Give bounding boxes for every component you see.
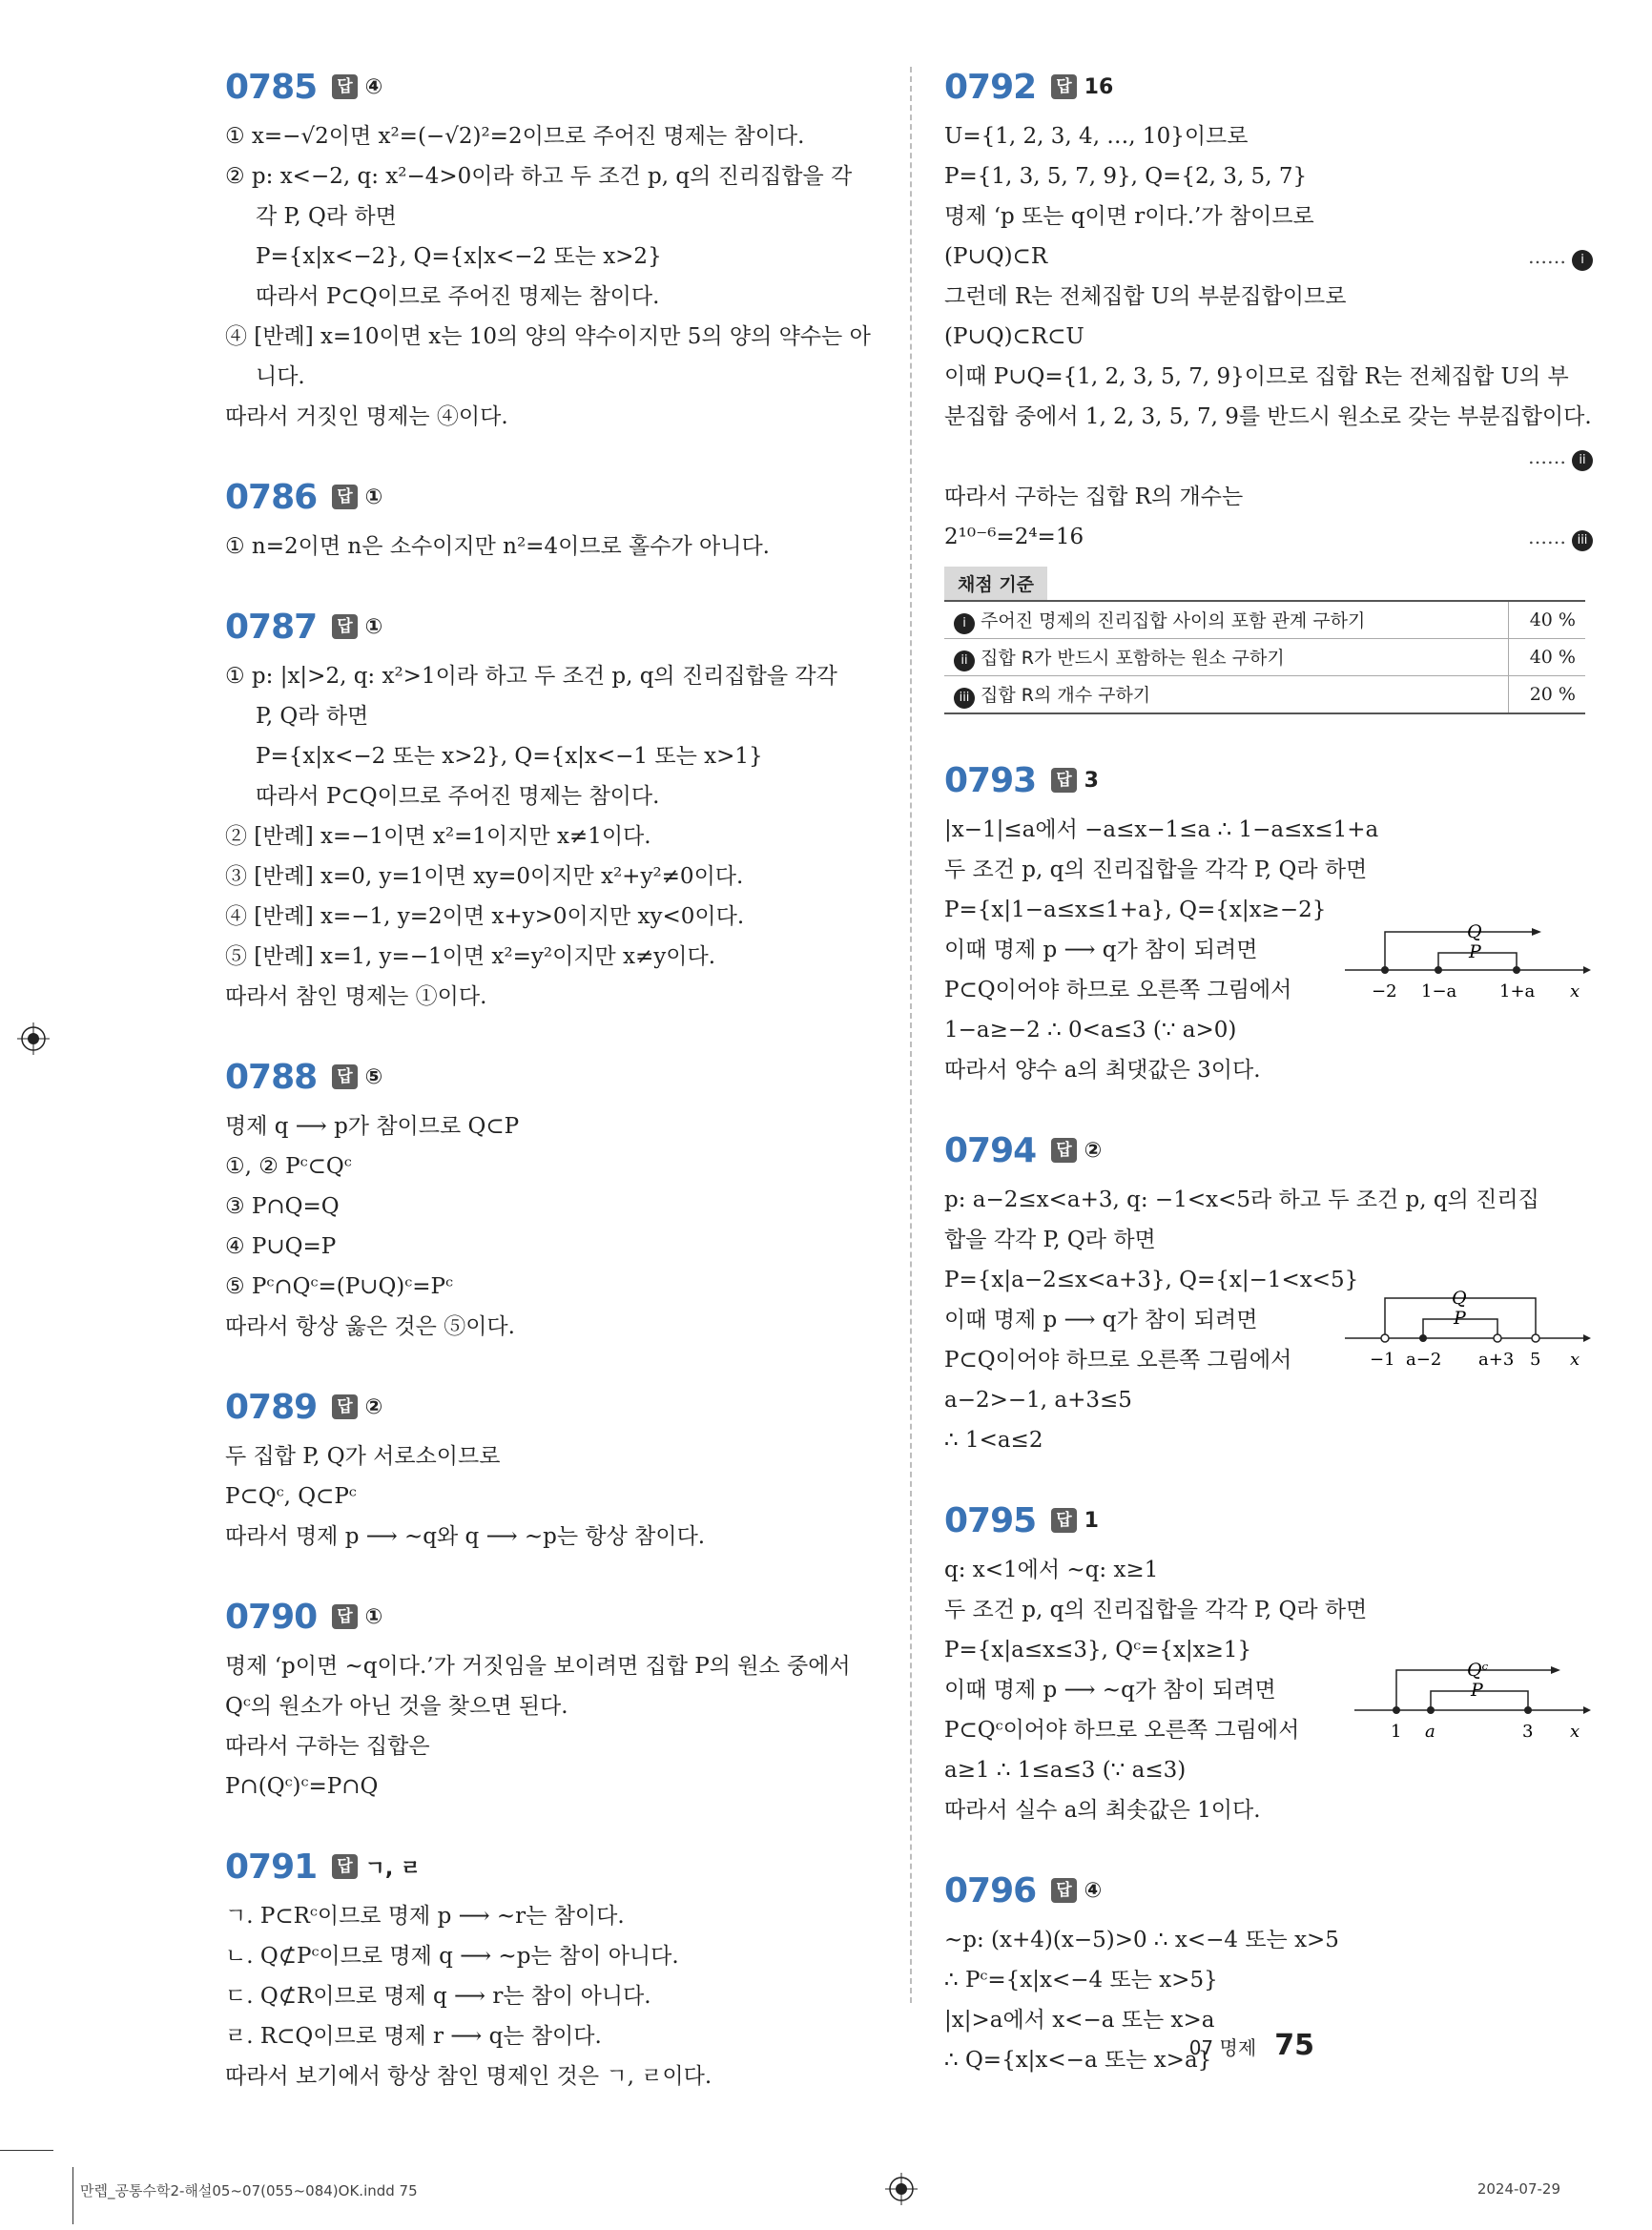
problem-0792 [944,65,1593,714]
solution-line: P={x|1−a≤x≤1+a}, Q={x|x≥−2} [944,898,1327,922]
solution-line: 따라서 항상 옳은 것은 ⑤이다. [225,1314,515,1339]
solution-line: (P∪Q)⊂R⊂U [944,324,1084,349]
solution-line: ①, ② Pᶜ⊂Qᶜ [225,1154,352,1179]
solution-line [944,237,1593,277]
axis-label: x [1570,1350,1580,1370]
answer-badge: 답 [332,74,357,99]
solution-line: ③ P∩Q=Q [225,1194,340,1219]
solution-line: 두 집합 P, Q가 서로소이므로 [225,1444,501,1469]
answer-badge: 답 [1051,1878,1076,1903]
marker-icon: iii [1572,530,1593,551]
solution-line: 이때 명제 p ⟶ q가 참이 되려면 [944,938,1258,962]
print-date: 2024-07-29 [1476,2180,1560,2198]
problem-number: 0794 [944,1130,1037,1170]
solution-line: P={x|x<−2}, Q={x|x<−2 또는 x>2} [256,244,662,269]
solution-line: 명제 ‘p 또는 q이면 r이다.’가 참이므로 [944,204,1314,229]
set-q-label: Q [1452,1288,1467,1309]
criterion-text: 집합 R가 반드시 포함하는 원소 구하기 [981,647,1285,669]
solution-line: a−2>−1, a+3≤5 [944,1388,1132,1413]
leader-dots: …… [1528,245,1566,268]
criterion-cell [944,639,1509,676]
solution-lines [225,656,874,1017]
problem-number: 0787 [225,607,318,647]
solution-line: 이때 P∪Q={1, 2, 3, 5, 7, 9}이므로 집합 R는 전체집합 U의 부 [944,364,1569,389]
problem-number: 0793 [944,760,1037,800]
tick-label: 3 [1522,1722,1534,1742]
answer-value: 1 [1084,1508,1099,1533]
solution-line: P={x|a≤x≤3}, Qᶜ={x|x≥1} [944,1638,1252,1662]
problem-number: 0788 [225,1057,318,1097]
problem-0789 [225,1385,874,1557]
solution-line: 니다. [256,364,305,389]
solution-line: 그런데 R는 전체집합 U의 부분집합이므로 [944,284,1347,309]
problem-number: 0785 [225,67,318,107]
problem-0788 [225,1055,874,1347]
tick-label: −1 [1370,1350,1395,1370]
solution-line: ㄹ. R⊂Q이므로 명제 r ⟶ q는 참이다. [225,2024,602,2049]
problem-header [225,475,874,519]
scoring-row [944,676,1585,714]
answer-badge: 답 [332,614,357,639]
answer-value: ① [364,1604,383,1629]
solution-line: 따라서 실수 a의 최솟값은 1이다. [944,1798,1261,1823]
problem-header [944,65,1593,109]
solution-line: ④ [반례] x=10이면 x는 10의 양의 약수이지만 5의 양의 약수는 아 [225,324,871,349]
problem-header [225,65,874,109]
solution-line: Qᶜ의 원소가 아닌 것을 찾으면 된다. [225,1694,568,1719]
set-p-label: P [1454,1308,1466,1329]
problem-0794 [944,1128,1593,1460]
solution-line: P={x|x<−2 또는 x>2}, Q={x|x<−1 또는 x>1} [256,744,763,769]
axis-label: x [1570,1722,1580,1742]
problem-number: 0790 [225,1597,318,1637]
solution-line: 따라서 P⊂Q이므로 주어진 명제는 참이다. [256,284,660,309]
solution-line: 합을 각각 P, Q라 하면 [944,1228,1156,1252]
problem-0795 [944,1498,1593,1830]
solution-line: q: x<1에서 ~q: x≥1 [944,1558,1159,1582]
solution-line: 따라서 양수 a의 최댓값은 3이다. [944,1058,1261,1083]
solution-line [944,517,1593,557]
marker-icon: ii [1572,450,1593,471]
answer-value: ⑤ [364,1064,383,1089]
problem-header [225,1845,874,1889]
solution-line: 따라서 P⊂Q이므로 주어진 명제는 참이다. [256,784,660,809]
solution-line: ㄴ. Q⊄Pᶜ이므로 명제 q ⟶ ~p는 참이 아니다. [225,1944,679,1969]
tick-label: 1 [1391,1722,1402,1742]
solution-line: P={1, 3, 5, 7, 9}, Q={2, 3, 5, 7} [944,164,1308,189]
leader-dots: …… [1528,526,1566,548]
problem-header [944,1128,1593,1172]
problem-number: 0789 [225,1387,318,1427]
solution-line: U={1, 2, 3, 4, …, 10}이므로 [944,124,1249,149]
problem-number: 0792 [944,67,1037,107]
tick-label: 1−a [1421,981,1457,1001]
solution-line: ⑤ [반례] x=1, y=−1이면 x²=y²이지만 x≠y이다. [225,944,716,969]
solution-line [944,437,1593,477]
solution-line: ∴ 1<a≤2 [944,1428,1043,1453]
solution-line: 분집합 중에서 1, 2, 3, 5, 7, 9를 반드시 원소로 갖는 부분집합이다. [944,404,1592,429]
column-divider [910,67,912,2003]
solution-line: 따라서 구하는 집합 R의 개수는 [944,485,1244,509]
criterion-text: 주어진 명제의 진리집합 사이의 포함 관계 구하기 [981,609,1366,631]
registration-mark-icon [17,1022,50,1055]
problem-number: 0791 [225,1847,318,1887]
marker-icon: iii [954,688,975,709]
answer-value: ② [1084,1138,1103,1163]
solution-line: ① x=−√2이면 x²=(−√2)²=2이므로 주어진 명제는 참이다. [225,124,805,149]
marker-icon: i [954,613,975,634]
crop-line [0,2150,53,2151]
page-number: 75 [1274,2029,1314,2062]
answer-badge: 답 [1051,74,1076,99]
problem-header [225,605,874,649]
solution-line: ① n=2이면 n은 소수이지만 n²=4이므로 홀수가 아니다. [225,534,770,559]
solution-line: ② p: x<−2, q: x²−4>0이라 하고 두 조건 p, q의 진리집합을 각 [225,164,853,189]
print-file-info: 만렙_공통수학2-해설05~07(055~084)OK.indd 75 [80,2182,418,2199]
problem-number: 0795 [944,1500,1037,1540]
answer-value: 3 [1084,768,1099,793]
problem-0793 [944,758,1593,1090]
solution-lines [225,1646,874,1807]
problem-0787 [225,605,874,1017]
registration-mark-icon [885,2173,918,2205]
problem-0790 [225,1595,874,1807]
solution-line: ③ [반례] x=0, y=1이면 xy=0이지만 x²+y²≠0이다. [225,864,744,889]
problem-header [225,1055,874,1099]
solution-line: p: a−2≤x<a+3, q: −1<x<5라 하고 두 조건 p, q의 진리집 [944,1187,1539,1212]
percent-cell: 20 % [1509,676,1586,714]
left-column [225,65,874,2135]
answer-value: ④ [1084,1878,1103,1903]
solution-line: ⑤ Pᶜ∩Qᶜ=(P∪Q)ᶜ=Pᶜ [225,1274,453,1299]
number-line-figure [1354,1651,1593,1746]
criterion-cell [944,676,1509,714]
solution-lines [225,1436,874,1557]
answer-badge: 답 [1051,1508,1076,1533]
solution-line: 명제 q ⟶ p가 참이므로 Q⊂P [225,1114,520,1139]
set-qc-label: Qᶜ [1467,1660,1489,1681]
tick-label: −2 [1372,981,1397,1001]
tick-label: 5 [1530,1350,1541,1370]
answer-badge: 답 [332,1064,357,1089]
problem-number: 0796 [944,1870,1037,1910]
problem-header [944,758,1593,802]
solution-line: 각 P, Q라 하면 [256,204,397,229]
solution-line: 이때 명제 p ⟶ q가 참이 되려면 [944,1308,1258,1332]
problem-0785 [225,65,874,437]
solution-line: a≥1 ∴ 1≤a≤3 (∵ a≤3) [944,1758,1187,1783]
scoring-table [944,600,1585,714]
scoring-title: 채점 기준 [944,567,1047,600]
solution-line: 따라서 보기에서 항상 참인 명제인 것은 ㄱ, ㄹ이다. [225,2064,712,2089]
percent-cell: 40 % [1509,601,1586,639]
solution-line: P, Q라 하면 [256,704,369,729]
solution-lines [225,116,874,437]
set-p-label: P [1469,941,1481,962]
answer-badge: 답 [332,1854,357,1879]
solution-line: ④ P∪Q=P [225,1234,337,1259]
axis-label: x [1570,981,1580,1001]
solution-line: 따라서 구하는 집합은 [225,1734,430,1759]
answer-value: ㄱ, ㄹ [364,1856,422,1881]
solution-line: ① p: |x|>2, q: x²>1이라 하고 두 조건 p, q의 진리집합을 각각 [225,664,837,689]
problem-header [944,1869,1593,1912]
chapter-label: 07 명제 [1188,2036,1257,2059]
solution-line: 이때 명제 p ⟶ ~q가 참이 되려면 [944,1678,1276,1703]
solution-line: P⊂Q이어야 하므로 오른쪽 그림에서 [944,978,1292,1002]
answer-badge: 답 [332,485,357,509]
answer-badge: 답 [332,1604,357,1629]
step-marker [1528,517,1593,557]
problem-header [225,1385,874,1429]
answer-value: ④ [364,74,383,99]
criterion-text: 집합 R의 개수 구하기 [981,684,1151,706]
solution-lines [225,1896,874,2096]
answer-value: ① [364,485,383,509]
solution-line: P⊂Qᶜ이어야 하므로 오른쪽 그림에서 [944,1718,1300,1743]
number-line-figure [1345,920,1593,1016]
marker-icon: i [1572,250,1593,271]
tick-label: a−2 [1406,1350,1442,1370]
leader-dots: …… [1528,445,1566,468]
set-q-label: Q [1467,921,1482,942]
answer-value: ② [364,1394,383,1419]
problem-number: 0786 [225,477,318,517]
solution-line: ② [반례] x=−1이면 x²=1이지만 x≠1이다. [225,824,651,849]
answer-badge: 답 [332,1394,357,1419]
page-footer [1189,2029,1314,2062]
solution-line: 명제 ‘p이면 ~q이다.’가 거짓임을 보이려면 집합 P의 원소 중에서 [225,1654,851,1679]
solution-line: 따라서 거짓인 명제는 ④이다. [225,404,508,429]
number-line-figure [1345,1281,1593,1376]
right-column [944,65,1593,2118]
scoring-criteria [944,567,1593,714]
marker-icon: ii [954,650,975,671]
tick-label: a+3 [1478,1350,1515,1370]
solution-lines [225,527,874,567]
solution-line: 1−a≥−2 ∴ 0<a≤3 (∵ a>0) [944,1018,1237,1043]
solution-line: |x|>a에서 x<−a 또는 x>a [944,2008,1215,2033]
problem-0791 [225,1845,874,2096]
solution-line: 두 조건 p, q의 진리집합을 각각 P, Q라 하면 [944,857,1368,882]
solution-line: ∴ Q={x|x<−a 또는 x>a} [944,2048,1212,2073]
line-text: (P∪Q)⊂R [944,244,1048,269]
solution-line: 따라서 명제 p ⟶ ~q와 q ⟶ ~p는 항상 참이다. [225,1524,706,1549]
solution-line: ㄷ. Q⊄R이므로 명제 q ⟶ r는 참이 아니다. [225,1984,651,2009]
answer-value: 16 [1084,74,1114,99]
answer-badge: 답 [1051,1138,1076,1163]
problem-header [944,1498,1593,1542]
problem-0786 [225,475,874,567]
step-marker [1528,437,1593,477]
solution-line: ∴ Pᶜ={x|x<−4 또는 x>5} [944,1968,1218,1993]
solution-line: P⊂Q이어야 하므로 오른쪽 그림에서 [944,1348,1292,1373]
solution-line: 두 조건 p, q의 진리집합을 각각 P, Q라 하면 [944,1598,1368,1622]
problem-header [225,1595,874,1639]
answer-badge: 답 [1051,768,1076,793]
solution-line: ~p: (x+4)(x−5)>0 ∴ x<−4 또는 x>5 [944,1928,1339,1952]
solution-line: 따라서 참인 명제는 ①이다. [225,984,487,1009]
tick-label: a [1425,1722,1435,1742]
solution-line: ④ [반례] x=−1, y=2이면 x+y>0이지만 xy<0이다. [225,904,745,929]
answer-value: ① [364,614,383,639]
solution-line: P={x|a−2≤x<a+3}, Q={x|−1<x<5} [944,1268,1359,1292]
solution-line: P⊂Qᶜ, Q⊂Pᶜ [225,1484,357,1509]
scoring-row [944,601,1585,639]
scoring-row [944,639,1585,676]
tick-label: 1+a [1499,981,1536,1001]
criterion-cell [944,601,1509,639]
set-p-label: P [1471,1680,1483,1701]
line-text: 2¹⁰⁻⁶=2⁴=16 [944,525,1084,549]
crop-line [72,2167,73,2224]
solution-lines [225,1106,874,1347]
solution-lines [944,116,1593,557]
step-marker [1528,237,1593,277]
solution-line: ㄱ. P⊂Rᶜ이므로 명제 p ⟶ ~r는 참이다. [225,1904,625,1929]
percent-cell: 40 % [1509,639,1586,676]
solution-line: |x−1|≤a에서 −a≤x−1≤a ∴ 1−a≤x≤1+a [944,817,1379,842]
solution-line: P∩(Qᶜ)ᶜ=P∩Q [225,1774,379,1799]
